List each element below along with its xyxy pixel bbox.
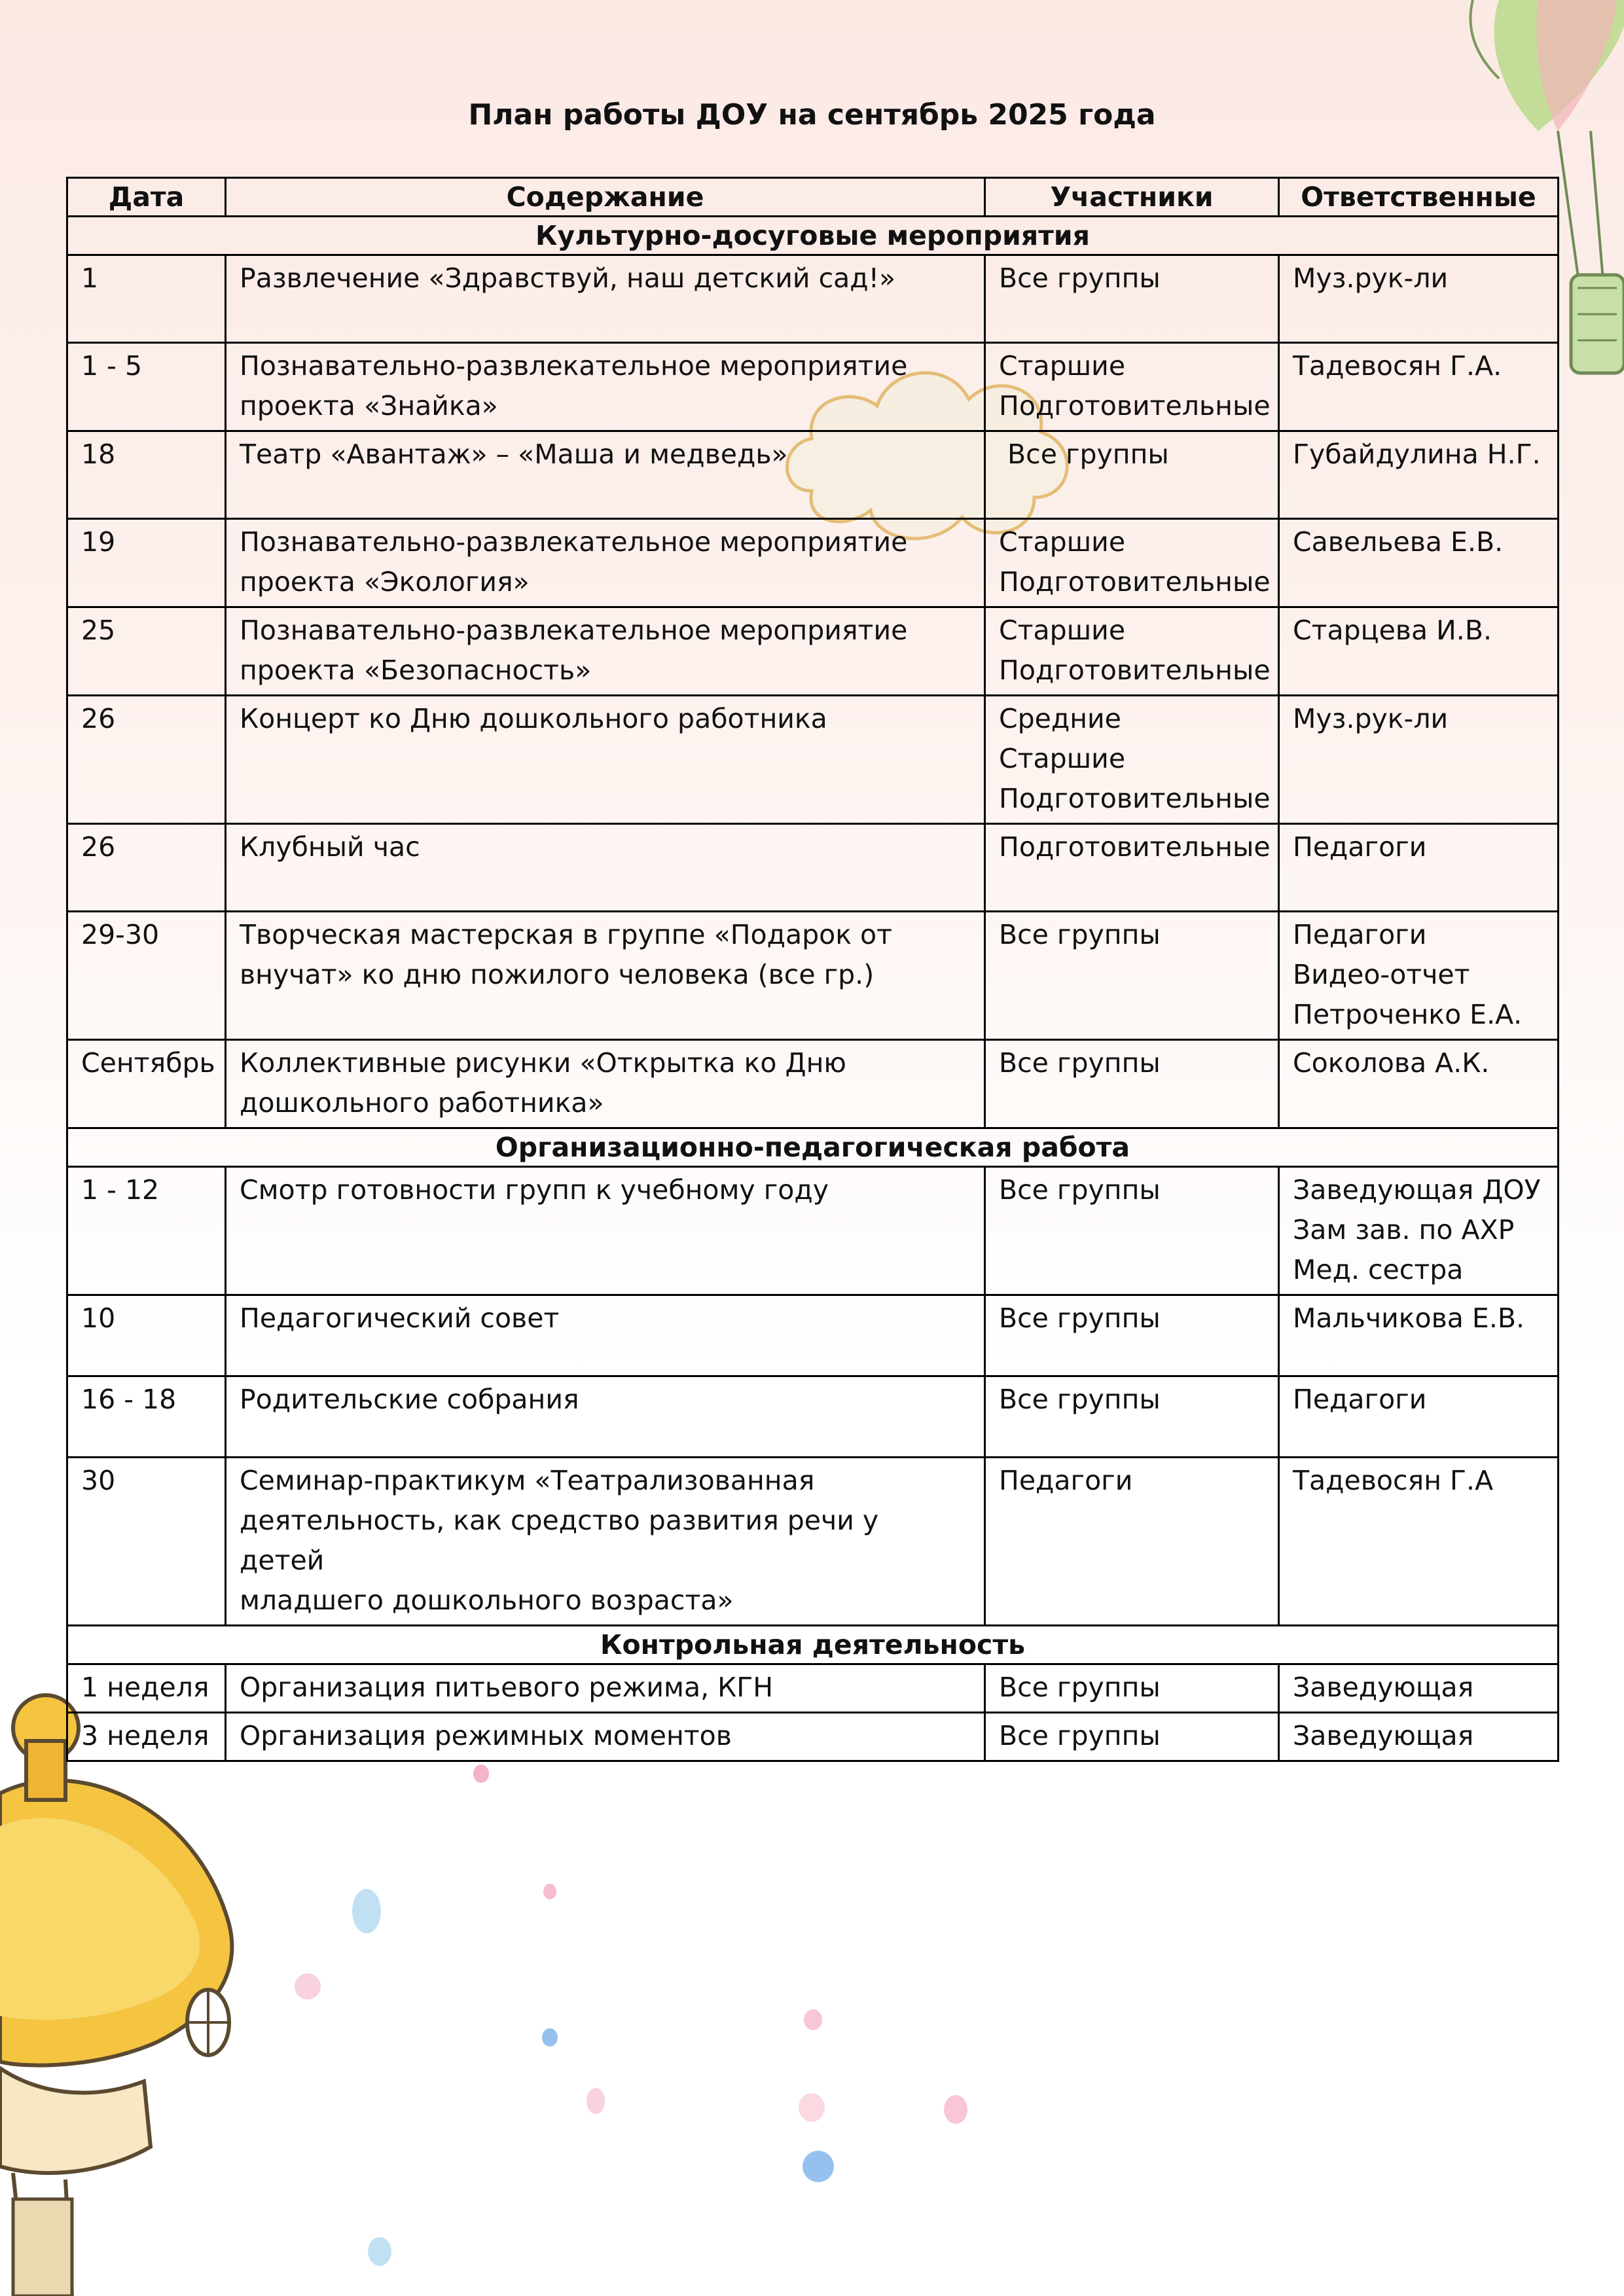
cell-participants-line: Педагоги — [999, 1465, 1133, 1496]
page-title: План работы ДОУ на сентябрь 2025 года — [468, 98, 1156, 132]
table-row — [67, 1376, 1559, 1458]
cell-participants — [985, 1167, 1279, 1295]
cell-date: 18 — [67, 431, 226, 519]
header-date: Дата — [67, 178, 226, 217]
dots-decoration — [295, 1734, 1080, 2296]
cell-content — [226, 912, 985, 1040]
cell-content — [226, 1376, 985, 1458]
cell-participants — [985, 1376, 1279, 1458]
table-row — [67, 1713, 1559, 1761]
cell-content-line: Родительские собрания — [240, 1384, 579, 1415]
cell-participants-line: Все группы — [999, 1174, 1161, 1206]
cell-participants-line: Старшие — [999, 743, 1126, 774]
cell-content — [226, 1458, 985, 1626]
cell-content-line: деятельность, как средство развития речи у детей — [240, 1505, 879, 1576]
cell-content-line: проекта «Безопасность» — [240, 655, 592, 686]
cell-content — [226, 607, 985, 696]
section-title: Организационно-педагогическая работа — [67, 1128, 1559, 1167]
cell-date: 3 неделя — [67, 1713, 226, 1761]
cell-date: 1 — [67, 255, 226, 343]
cell-participants-line: Средние — [999, 703, 1121, 734]
cell-participants — [985, 343, 1279, 431]
cell-content-line: Педагогический совет — [240, 1302, 560, 1334]
table-row — [67, 1664, 1559, 1713]
section-header-row — [67, 1626, 1559, 1664]
cell-responsible — [1279, 519, 1559, 607]
cell-content-line: Концерт ко Дню дошкольного работника — [240, 703, 827, 734]
cell-participants-line: Старшие — [999, 615, 1126, 646]
cell-content — [226, 1040, 985, 1128]
table-header-row — [67, 178, 1559, 217]
cell-content-line: Творческая мастерская в группе «Подарок от — [240, 919, 892, 950]
cell-responsible — [1279, 1295, 1559, 1376]
plan-table — [66, 177, 1559, 1762]
cell-responsible — [1279, 1167, 1559, 1295]
cell-participants — [985, 255, 1279, 343]
cell-participants — [985, 696, 1279, 824]
cell-responsible-line: Муз.рук-ли — [1293, 262, 1449, 294]
table-row — [67, 343, 1559, 431]
cell-participants-line: Все группы — [999, 1384, 1161, 1415]
cell-responsible — [1279, 255, 1559, 343]
cell-date: 19 — [67, 519, 226, 607]
table-row — [67, 607, 1559, 696]
cell-content-line: дошкольного работника» — [240, 1087, 604, 1119]
section-title: Контрольная деятельность — [67, 1626, 1559, 1664]
mushroom-house-icon — [0, 1676, 281, 2296]
cell-participants — [985, 519, 1279, 607]
cell-responsible-line: Петроченко Е.А. — [1293, 999, 1523, 1030]
cell-responsible — [1279, 343, 1559, 431]
cell-participants — [985, 431, 1279, 519]
cell-date: 10 — [67, 1295, 226, 1376]
cell-participants-line: Подготовительные — [999, 566, 1271, 598]
cell-participants-line: Подготовительные — [999, 390, 1271, 422]
cell-content-line: Смотр готовности групп к учебному году — [240, 1174, 829, 1206]
cell-participants-line: Подготовительные — [999, 783, 1271, 814]
cell-responsible-line: Тадевосян Г.А — [1293, 1465, 1494, 1496]
cell-content — [226, 255, 985, 343]
cell-responsible — [1279, 696, 1559, 824]
cell-content — [226, 1295, 985, 1376]
cell-date: 1 - 5 — [67, 343, 226, 431]
cell-responsible-line: Губайдулина Н.Г. — [1293, 439, 1541, 470]
cell-participants-line: Старшие — [999, 350, 1126, 382]
cell-participants — [985, 1664, 1279, 1713]
cell-participants-line: Все группы — [999, 1302, 1161, 1334]
cell-date: 26 — [67, 696, 226, 824]
cell-responsible-line: Педагоги — [1293, 919, 1427, 950]
cell-content — [226, 1713, 985, 1761]
table-row — [67, 912, 1559, 1040]
cell-date: 25 — [67, 607, 226, 696]
cell-date: 1 - 12 — [67, 1167, 226, 1295]
cell-participants-line: Подготовительные — [999, 831, 1271, 863]
section-title: Культурно-досуговые мероприятия — [67, 217, 1559, 255]
cell-content-line: Семинар-практикум «Театрализованная — [240, 1465, 815, 1496]
cell-content-line: Познавательно-развлекательное мероприятие — [240, 615, 908, 646]
cell-responsible — [1279, 1664, 1559, 1713]
cell-content-line: Организация режимных моментов — [240, 1720, 732, 1751]
cell-responsible — [1279, 824, 1559, 912]
cell-content-line: Познавательно-развлекательное мероприятие — [240, 526, 908, 558]
table-row — [67, 1458, 1559, 1626]
cell-responsible — [1279, 431, 1559, 519]
cell-content-line: младшего дошкольного возраста» — [240, 1585, 734, 1616]
cell-date: 30 — [67, 1458, 226, 1626]
cell-responsible-line: Педагоги — [1293, 1384, 1427, 1415]
cell-content — [226, 1664, 985, 1713]
cell-content-line: проекта «Экология» — [240, 566, 530, 598]
section-header-row — [67, 1128, 1559, 1167]
cell-participants — [985, 1713, 1279, 1761]
cell-responsible-line: Зам зав. по АХР — [1293, 1214, 1515, 1246]
cell-responsible — [1279, 1376, 1559, 1458]
cell-content-line: Познавательно-развлекательное мероприятие — [240, 350, 908, 382]
cell-responsible-line: Мальчикова Е.В. — [1293, 1302, 1525, 1334]
cell-content — [226, 343, 985, 431]
cell-participants — [985, 824, 1279, 912]
cell-date: Сентябрь — [67, 1040, 226, 1128]
cell-date: 1 неделя — [67, 1664, 226, 1713]
table-row — [67, 1295, 1559, 1376]
cell-responsible-line: Видео-отчет — [1293, 959, 1470, 990]
header-content: Содержание — [226, 178, 985, 217]
cell-responsible — [1279, 1458, 1559, 1626]
cell-responsible-line: Заведующая — [1293, 1672, 1474, 1703]
cell-responsible — [1279, 607, 1559, 696]
cell-responsible-line: Старцева И.В. — [1293, 615, 1492, 646]
cell-date: 26 — [67, 824, 226, 912]
cell-participants-line: Подготовительные — [999, 655, 1271, 686]
cell-responsible-line: Соколова А.К. — [1293, 1047, 1490, 1079]
table-row — [67, 519, 1559, 607]
cell-content — [226, 696, 985, 824]
table-row — [67, 696, 1559, 824]
cell-responsible-line: Педагоги — [1293, 831, 1427, 863]
cell-content — [226, 824, 985, 912]
cell-responsible — [1279, 912, 1559, 1040]
cell-content-line: Организация питьевого режима, КГН — [240, 1672, 774, 1703]
cell-participants-line: Все группы — [999, 439, 1169, 470]
section-header-row — [67, 217, 1559, 255]
cell-responsible-line: Савельева Е.В. — [1293, 526, 1504, 558]
cell-content — [226, 519, 985, 607]
cell-participants — [985, 1295, 1279, 1376]
cell-content-line: проекта «Знайка» — [240, 390, 498, 422]
table-row — [67, 431, 1559, 519]
cell-participants-line: Все группы — [999, 1720, 1161, 1751]
cell-participants — [985, 1040, 1279, 1128]
cell-responsible-line: Тадевосян Г.А. — [1293, 350, 1502, 382]
header-responsible: Ответственные — [1279, 178, 1559, 217]
header-participants: Участники — [985, 178, 1279, 217]
cell-participants-line: Все группы — [999, 919, 1161, 950]
cell-participants-line: Старшие — [999, 526, 1126, 558]
cell-participants-line: Все группы — [999, 262, 1161, 294]
cell-participants — [985, 607, 1279, 696]
cell-content-line: Развлечение «Здравствуй, наш детский сад!» — [240, 262, 896, 294]
cell-date: 29-30 — [67, 912, 226, 1040]
cell-participants — [985, 1458, 1279, 1626]
cell-responsible — [1279, 1040, 1559, 1128]
table-row — [67, 1040, 1559, 1128]
cell-content-line: Коллективные рисунки «Открытка ко Дню — [240, 1047, 846, 1079]
cell-responsible-line: Заведующая ДОУ — [1293, 1174, 1541, 1206]
cell-date: 16 - 18 — [67, 1376, 226, 1458]
cell-participants-line: Все группы — [999, 1672, 1161, 1703]
cell-participants-line: Все группы — [999, 1047, 1161, 1079]
cell-content-line: Клубный час — [240, 831, 420, 863]
cell-content — [226, 1167, 985, 1295]
table-row — [67, 824, 1559, 912]
cell-content — [226, 431, 985, 519]
cell-responsible — [1279, 1713, 1559, 1761]
cell-responsible-line: Муз.рук-ли — [1293, 703, 1449, 734]
cell-responsible-line: Заведующая — [1293, 1720, 1474, 1751]
cell-participants — [985, 912, 1279, 1040]
table-row — [67, 255, 1559, 343]
cell-content-line: внучат» ко дню пожилого человека (все гр.) — [240, 959, 875, 990]
cell-content-line: Театр «Авантаж» – «Маша и медведь» — [240, 439, 788, 470]
table-row — [67, 1167, 1559, 1295]
cell-responsible-line: Мед. сестра — [1293, 1254, 1464, 1285]
